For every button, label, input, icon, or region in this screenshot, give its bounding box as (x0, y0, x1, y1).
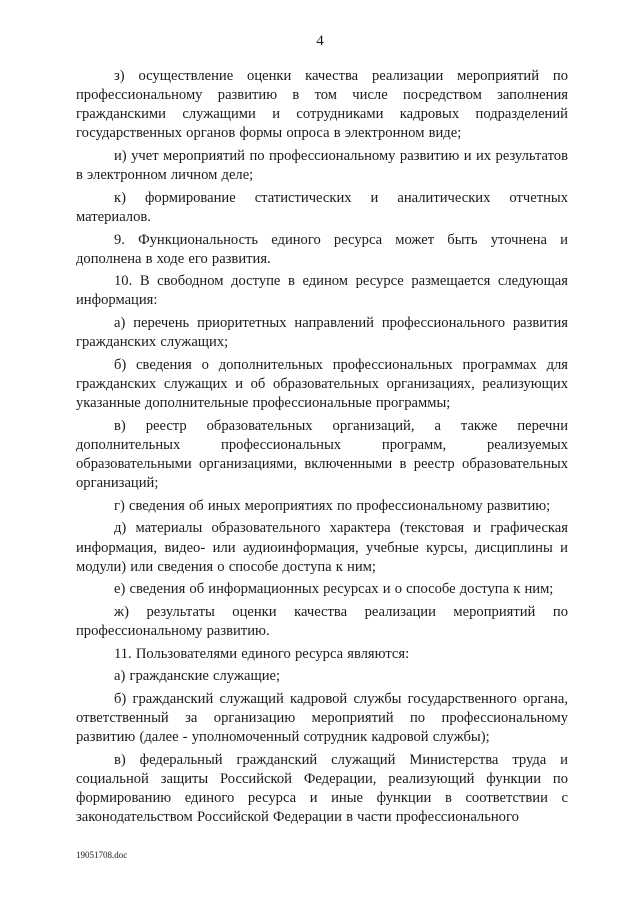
page-number: 4 (316, 33, 324, 49)
paragraph-11: 11. Пользователями единого ресурса являются: (114, 645, 410, 662)
paragraph-11-b: б) гражданский служащий кадровой службы государственного органа, ответственный за организацию мероприятий по профессиональному развитию (далее - уполномоченный сотрудник кадровой службы); (76, 691, 568, 746)
paragraph-10-e: е) сведения об информационных ресурсах и о способе доступа к ним; (114, 581, 554, 598)
paragraph-k: к) формирование статистических и аналитических отчетных материалов. (76, 189, 568, 225)
paragraph-10-g: г) сведения об иных мероприятиях по профессиональному развитию; (114, 497, 551, 514)
paragraph-10: 10. В свободном доступе в едином ресурсе размещается следующая информация: (76, 273, 568, 309)
paragraph-11-v: в) федеральный гражданский служащий Министерства труда и социальной защиты Российской Федерации, реализующий функции по формированию единого ресурса и иные функции в соответствии с законодательством Российской Федерации в части профессионального (76, 752, 568, 826)
paragraph-10-a: а) перечень приоритетных направлений профессионального развития гражданских служащих; (76, 315, 568, 351)
document-body (76, 67, 568, 831)
paragraph-10-b: б) сведения о дополнительных профессиональных программах для гражданских служащих и об образовательных организациях, реализующих указанные дополнительные профессиональные программы; (76, 356, 568, 412)
paragraph-11-a: а) гражданские служащие; (114, 668, 281, 685)
paragraph-10-zh: ж) результаты оценки качества реализации мероприятий по профессиональному развитию. (76, 603, 568, 640)
paragraph-z: з) осуществление оценки качества реализации мероприятий по профессиональному развитию в том числе посредством заполнения гражданскими служащими и сотрудниками кадровых подразделений государственных органов формы опроса в электронном виде; (76, 68, 568, 142)
paragraph-10-v: в) реестр образовательных организаций, а также перечни дополнительных профессиональных программ, реализуемых образовательными организациями, включенными в реестр образовательных организаций; (76, 417, 568, 492)
paragraph-9: 9. Функциональность единого ресурса может быть уточнена и дополнена в ходе его развития. (76, 231, 568, 267)
paragraph-i: и) учет мероприятий по профессиональному развитию и их результатов в электронном личном деле; (76, 147, 568, 184)
paragraph-10-d: д) материалы образовательного характера (текстовая и графическая информация, видео- или аудиоинформация, учебные курсы, дисциплины и модули) или сведения о способе доступа к ним; (76, 520, 568, 575)
footer-file-code: 19051708.doc (76, 850, 128, 860)
